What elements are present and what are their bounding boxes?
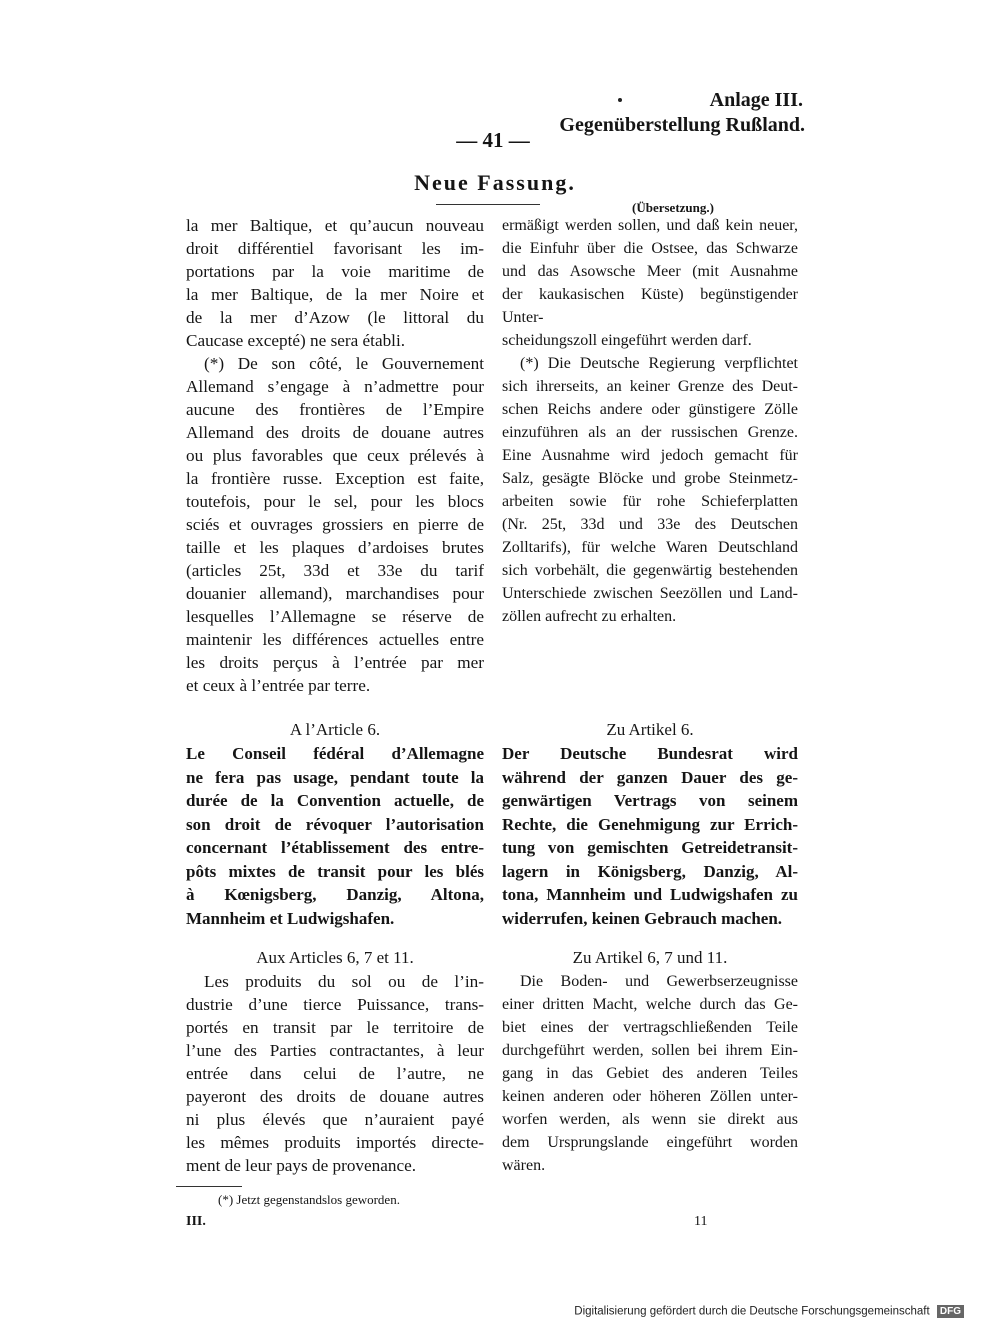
text-line: Mannheim et Ludwigshafen. <box>186 908 395 928</box>
text-line: l’une des Parties contractantes, à leur <box>186 1041 484 1060</box>
text-line: sciés et ouvrages grossiers en pierre de <box>186 515 484 534</box>
german-heading-artikel-6: Zu Artikel 6. <box>606 720 694 739</box>
text-line: ou plus favorables que ceux prélevés à <box>186 446 484 465</box>
text-line: sich ihrerseits, an keiner Grenze des Deut- <box>502 378 798 395</box>
signature-left: III. <box>186 1214 206 1229</box>
text-line: concernant l’établissement des entre- <box>186 838 484 857</box>
text-line: durchgeführt werden, sollen bei ihrem Ein- <box>502 1042 798 1059</box>
text-line: durée de la Convention actuelle, de <box>186 791 484 810</box>
annex-subtitle: Gegenüberstellung Rußland. <box>559 114 805 136</box>
text-line: (*) Die Deutsche Regierung verpflichtet <box>520 355 798 372</box>
text-line: sich vorbehält, die gegenwärtig bestehenden <box>502 562 798 579</box>
text-line: zöllen aufrecht zu erhalten. <box>502 608 677 625</box>
text-line: aucune des frontières de l’Empire <box>186 400 484 419</box>
text-line: die Einfuhr über die Ostsee, das Schwarze <box>502 240 798 257</box>
text-line: Allemand des droits de douane autres <box>186 423 484 442</box>
text-line: Allemand s’engage à n’admettre pour <box>186 377 484 396</box>
text-line: son droit de révoquer l’autorisation <box>186 814 484 834</box>
annex-header <box>559 88 805 138</box>
text-line: pôts mixtes de transit pour les blés <box>186 861 484 881</box>
annex-title: Anlage III. <box>709 89 803 111</box>
text-line: worfen werden, als wenn sie direkt aus <box>502 1111 798 1128</box>
french-heading-articles-6-7-11: Aux Articles 6, 7 et 11. <box>256 948 414 967</box>
text-line: portations par la voie maritime de <box>186 262 484 281</box>
text-line: widerrufen, keinen Gebrauch machen. <box>502 908 783 928</box>
text-line: biet eines der vertragschließenden Teile <box>502 1019 798 1036</box>
text-line: ni plus élevés que n’auraient payé <box>186 1110 484 1129</box>
page-number: — 41 — <box>456 128 530 152</box>
translation-label: (Übersetzung.) <box>632 200 714 215</box>
text-line: lesquelles l’Allemagne se réserve de <box>186 607 484 626</box>
text-line: de la mer d’Azow (le littoral du <box>186 308 484 327</box>
text-line: einzuführen als an der russischen Grenze. <box>502 424 798 441</box>
text-line: toutefois, pour le sel, pour les blocs <box>186 492 484 511</box>
text-line: und das Asowsche Meer (mit Ausnahme <box>502 263 798 280</box>
text-line: arbeiten sowie für rohe Schieferplatten <box>502 493 798 510</box>
text-line: Les produits du sol ou de l’in- <box>204 972 484 991</box>
text-line: keinen anderen oder höheren Zöllen unter- <box>502 1088 798 1105</box>
text-line: ermäßigt werden sollen, und daß kein neuer, <box>502 217 798 234</box>
german-heading-artikel-6-7-11: Zu Artikel 6, 7 und 11. <box>572 948 728 967</box>
text-line: Unterschiede zwischen Seezöllen und Land- <box>502 585 798 602</box>
text-line: schen Reichs andere oder günstigere Zölle <box>502 401 798 418</box>
text-line: les droits perçus à l’entrée par mer <box>186 653 484 672</box>
text-line: Eine Ausnahme wird jedoch gemacht für <box>502 447 798 464</box>
text-line: dustrie d’une tierce Puissance, trans- <box>186 995 484 1014</box>
french-heading-article-6: A l’Article 6. <box>289 720 381 739</box>
text-line: Le Conseil fédéral d’Allemagne <box>186 744 484 763</box>
text-line: (articles 25t, 33d et 33e du tarif <box>186 561 484 580</box>
text-line: einer dritten Macht, welche durch das Ge- <box>502 996 798 1013</box>
text-line: à Kœnigsberg, Danzig, Altona, <box>186 885 484 904</box>
text-line: Salz, gesägte Blöcke und grobe Steinmetz- <box>502 470 798 487</box>
text-line: (*) De son côté, le Gouvernement <box>204 354 484 373</box>
text-line: portés en transit par le territoire de <box>186 1018 484 1037</box>
digitization-note: Digitalisierung gefördert durch die Deutsche Forschungsgemeinschaft <box>574 1305 930 1318</box>
text-line: tona, Mannheim und Ludwigshafen zu <box>502 885 798 904</box>
text-line: entrée dans celui de l’autre, ne <box>186 1064 484 1083</box>
french-paragraph-4 <box>186 970 484 1177</box>
text-line: ne fera pas usage, pendant toute la <box>186 767 484 787</box>
text-line: taille et les plaques d’ardoises brutes <box>186 538 484 557</box>
text-line: droit différentiel favorisant les im- <box>186 239 484 258</box>
text-line: douanier allemand), marchandises pour <box>186 584 484 603</box>
german-paragraph-2 <box>502 352 798 628</box>
french-paragraph-3 <box>186 742 484 930</box>
french-paragraph-1 <box>186 214 484 352</box>
page-heading: Neue Fassung. <box>414 170 576 195</box>
text-line: (Nr. 25t, 33d und 33e des Deutschen <box>502 516 798 533</box>
text-line: wären. <box>502 1157 546 1174</box>
text-line: payeront des droits de douane autres <box>186 1087 484 1106</box>
digitization-credit <box>574 1305 964 1318</box>
text-line: Zolltarifs), für welche Waren Deutschland <box>502 539 798 556</box>
text-line: la frontière russe. Exception est faite, <box>186 469 484 488</box>
footnote-rule <box>176 1186 242 1187</box>
text-line: Caucase excepté) ne sera établi. <box>186 331 406 350</box>
german-paragraph-1 <box>502 214 798 352</box>
text-line: genwärtigen Vertrags von seinem <box>502 791 798 810</box>
text-line: lagern in Königsberg, Danzig, Al- <box>502 861 798 881</box>
heading-rule <box>436 204 540 205</box>
text-line: der kaukasischen Küste) begünstigender Unter- <box>502 286 798 326</box>
dfg-logo: DFG <box>937 1305 964 1318</box>
text-line: la mer Baltique, de la mer Noire et <box>186 285 484 304</box>
text-line: maintenir les différences actuelles entre <box>186 630 484 649</box>
text-line: la mer Baltique, et qu’aucun nouveau <box>186 216 484 235</box>
text-line: gang in das Gebiet des anderen Teiles <box>502 1065 798 1082</box>
text-line: et ceux à l’entrée par terre. <box>186 676 371 695</box>
french-paragraph-2 <box>186 352 484 697</box>
text-line: scheidungszoll eingeführt werden darf. <box>502 332 752 349</box>
german-paragraph-3 <box>502 742 798 930</box>
footnote: (*) Jetzt gegenstandslos geworden. <box>218 1192 400 1207</box>
text-line: während der ganzen Dauer des ge- <box>502 767 798 787</box>
signature-right: 11 <box>694 1214 708 1229</box>
text-line: les mêmes produits importés directe- <box>186 1133 484 1152</box>
text-line: Rechte, die Genehmigung zur Errich- <box>502 814 798 834</box>
german-paragraph-4 <box>502 970 798 1177</box>
text-line: Der Deutsche Bundesrat wird <box>502 744 798 763</box>
text-line: tung von gemischten Getreidetransit- <box>502 838 798 857</box>
text-line: Die Boden- und Gewerbserzeugnisse <box>520 973 798 990</box>
text-line: ment de leur pays de provenance. <box>186 1156 417 1175</box>
text-line: dem Ursprungslande eingeführt worden <box>502 1134 798 1151</box>
